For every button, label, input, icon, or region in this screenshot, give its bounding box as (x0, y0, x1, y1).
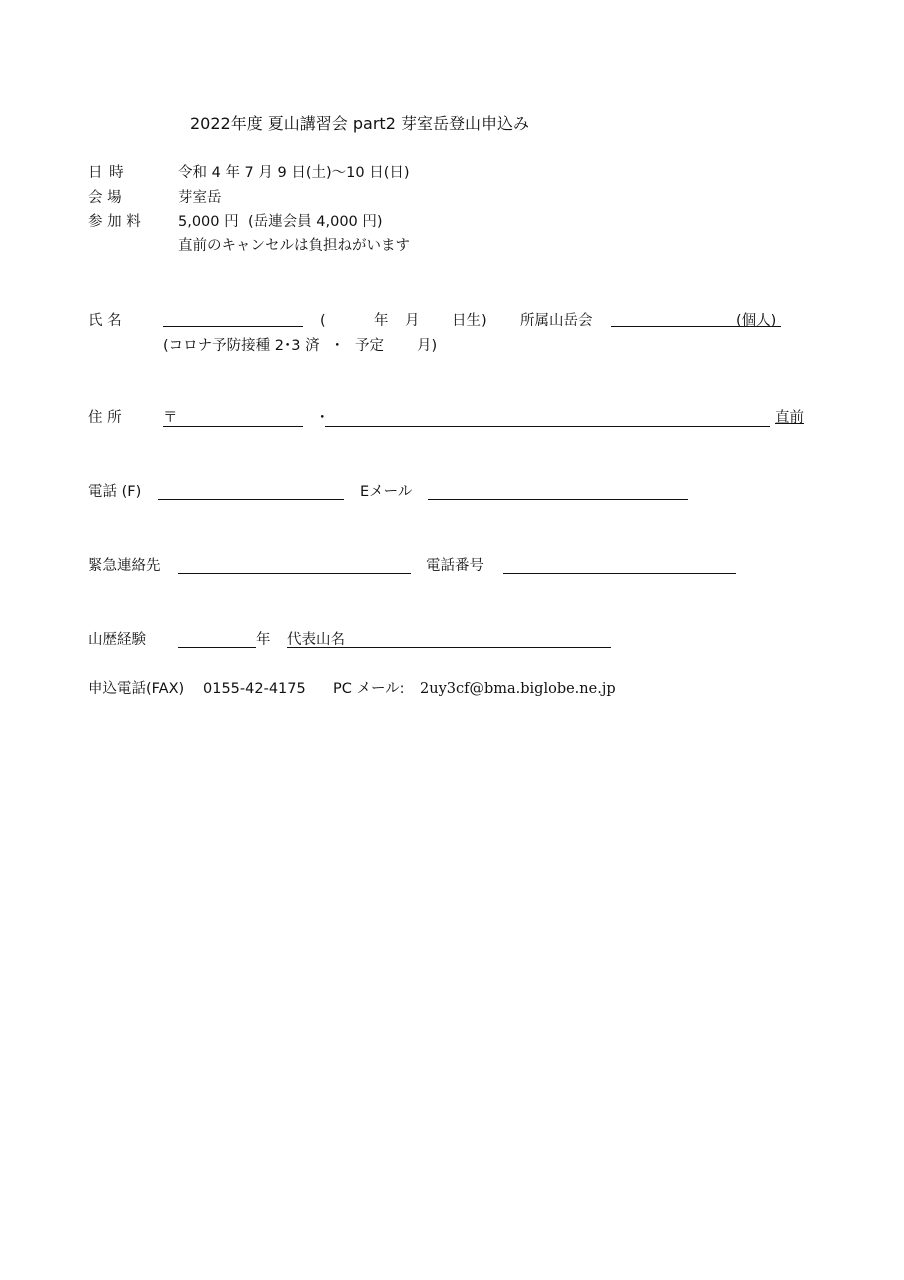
birth-month-label: 月 (405, 313, 420, 329)
fee-label: 参 加 料 (88, 214, 141, 230)
postal-mark: 〒 (163, 410, 178, 426)
email-input-line[interactable] (428, 499, 688, 500)
emergency-input-line[interactable] (178, 573, 411, 574)
postal-input-line[interactable] (163, 426, 303, 427)
fax-label: 申込電話(FAX) (88, 681, 185, 697)
pc-mail-label: PC メール: (333, 681, 405, 697)
date-value: 令和 4 年 7 月 9 日(土)～10 日(日) (178, 165, 410, 181)
birth-day-label: 日生) (452, 313, 487, 329)
vaccine-month: 月) (417, 338, 438, 354)
experience-years-line[interactable] (178, 647, 256, 648)
name-label: 氏 名 (88, 313, 122, 329)
address-label: 住 所 (88, 410, 122, 426)
club-label: 所属山岳会 (520, 313, 593, 329)
date-label: 日 時 (88, 165, 125, 181)
fax-number: 0155-42-4175 (203, 681, 306, 697)
address-suffix: 直前 (775, 410, 804, 426)
address-input-line[interactable] (325, 426, 770, 427)
address-bullet: ・ (315, 410, 330, 426)
birth-paren: ( (320, 313, 326, 329)
vaccine-plan: 予定 (355, 338, 384, 354)
experience-label: 山歴経験 (88, 632, 146, 648)
emergency-phone-label: 電話番号 (426, 558, 484, 574)
individual-label: (個人) (736, 313, 777, 329)
vaccine-bullet: ・ (330, 338, 345, 354)
email-label: Eメール (360, 484, 413, 500)
experience-years-label: 年 (256, 632, 271, 648)
fee-value: 5,000 円 (178, 214, 239, 230)
peak-label: 代表山名 (287, 632, 345, 648)
birth-year-label: 年 (374, 313, 389, 329)
page-title: 2022年度 夏山講習会 part2 芽室岳登山申込み (190, 114, 529, 133)
phone-label: 電話 (F) (88, 484, 142, 500)
cancel-note: 直前のキャンセルは負担ねがいます (178, 238, 410, 254)
emergency-label: 緊急連絡先 (88, 558, 161, 574)
venue-label: 会 場 (88, 190, 122, 206)
phone-input-line[interactable] (158, 499, 344, 500)
venue-value: 芽室岳 (178, 190, 222, 206)
emergency-phone-input-line[interactable] (503, 573, 736, 574)
peak-input-line[interactable] (287, 647, 611, 648)
vaccine-note: (コロナ予防接種 2･3 済 (163, 338, 320, 354)
fee-member: (岳連会員 4,000 円) (248, 214, 383, 230)
name-input-line[interactable] (163, 326, 303, 327)
contact-email[interactable]: 2uy3cf@bma.biglobe.ne.jp (420, 681, 616, 697)
